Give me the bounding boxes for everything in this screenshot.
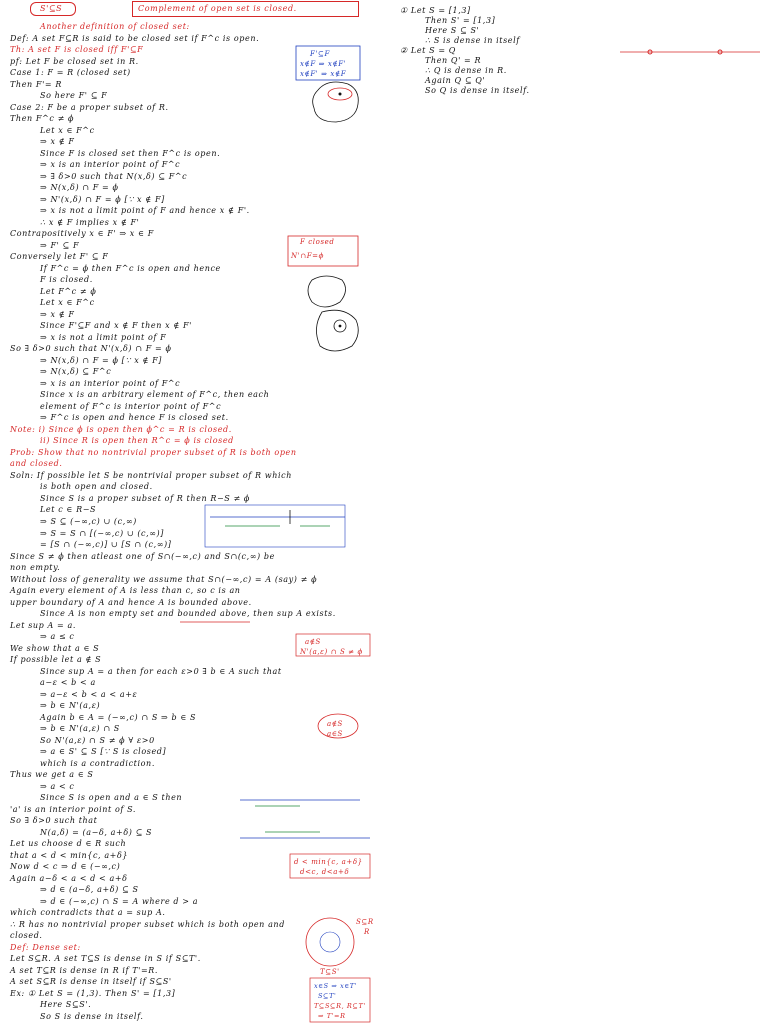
a-not-in-s-note-2: N'(a,ε) ∩ S ≠ ϕ xyxy=(300,648,363,656)
a-in-s-note-2: a∈S xyxy=(327,730,343,738)
note-line: Since S ≠ ϕ then atleast one of S∩(−∞,c) and S∩(c,∞) be xyxy=(10,552,275,561)
note-line: Let x ∈ F^c xyxy=(40,298,95,307)
note-line: ⇒ F^c is open and hence F is closed set. xyxy=(40,413,229,422)
note-line-right: ∴ Q is dense in R. xyxy=(425,66,507,75)
note-line: ⇒ x is an interior point of F^c xyxy=(40,379,181,388)
point-3 xyxy=(339,325,342,328)
note-line: ⇒ a ∈ S' ⊆ S [∵ S is closed] xyxy=(40,747,167,756)
note-line: Ex: ① Let S = (1,3). Then S' = [1,3] xyxy=(10,989,176,998)
note-line: ∴ R has no nontrivial proper subset which is both open and xyxy=(10,920,285,929)
note-line: Again every element of A is less than c, so c is an xyxy=(10,586,241,595)
note-line-right: ② Let S = Q xyxy=(400,46,456,55)
note-line: closed. xyxy=(10,931,43,940)
note-line: Then F'= R xyxy=(10,80,62,89)
note-line: element of F^c is interior point of F^c xyxy=(40,402,222,411)
note-line: Soln: If possible let S be nontrivial proper subset of R which xyxy=(10,471,292,480)
note-line: So S is dense in itself. xyxy=(40,1012,144,1021)
note-line: If possible let a ∉ S xyxy=(10,655,102,664)
note-line: Again a−δ < a < d < a+δ xyxy=(10,874,128,883)
note-line: A set S⊆R is dense in itself if S⊆S' xyxy=(10,977,172,986)
dense-circle-inner xyxy=(320,932,340,952)
note-line: If F^c = ϕ then F^c is open and hence xyxy=(40,264,221,273)
note-line: Without loss of generality we assume that S∩(−∞,c) = A (say) ≠ ϕ xyxy=(10,575,318,584)
note-line-right: Again Q ⊆ Q' xyxy=(425,76,486,85)
note-line: Def: A set F⊆R is said to be closed set if F^c is open. xyxy=(10,34,260,43)
side-box-1 xyxy=(296,46,360,80)
note-line: ⇒ N'(x,δ) ∩ F = ϕ [∵ x ∉ F] xyxy=(40,195,165,204)
note-line: 'a' is an interior point of S. xyxy=(10,805,137,814)
note-line: Case 2: F be a proper subset of R. xyxy=(10,103,169,112)
note-line: Now d < c ⇒ d ∈ (−∞,c) xyxy=(10,862,121,871)
note-line: ⇒ ∃ δ>0 such that N(x,δ) ⊆ F^c xyxy=(40,172,188,181)
tst-note: T⊆S' xyxy=(320,968,340,976)
note-line: ⇒ b ∈ N'(a,ε) ∩ S xyxy=(40,724,120,733)
note-line: Since sup A = a then for each ε>0 ∃ b ∈ A such that xyxy=(40,667,282,676)
note-line: ⇒ d ∈ (a−δ, a+δ) ⊆ S xyxy=(40,885,139,894)
note-line-right: So Q is dense in itself. xyxy=(425,86,530,95)
a-in-s-note-1: a∉S xyxy=(327,720,343,728)
note-line: We show that a ∈ S xyxy=(10,644,100,653)
note-line: a−ε < b < a xyxy=(40,678,96,687)
side-note-2: F closed xyxy=(300,238,335,246)
note-line: ⇒ N(x,δ) ⊆ F^c xyxy=(40,367,112,376)
note-line: ∴ x ∉ F implies x ∉ F' xyxy=(40,218,140,227)
note-line: Since x is an arbitrary element of F^c, then each xyxy=(40,390,270,399)
note-line: Since S is a proper subset of R then R−S ≠ ϕ xyxy=(40,494,250,503)
note-line: Case 1: F = R (closed set) xyxy=(10,68,131,77)
dense-note-2: R xyxy=(364,928,370,936)
note-line: Thus we get a ∈ S xyxy=(10,770,94,779)
note-line: Note: i) Since ϕ is open then ϕ^c = R is closed. xyxy=(10,425,232,434)
note-line-right: Here S ⊆ S' xyxy=(425,26,480,35)
dense-box xyxy=(310,978,370,1022)
page-title: Complement of open set is closed. xyxy=(138,4,297,13)
note-line: non empty. xyxy=(10,563,61,572)
side-box-2 xyxy=(288,236,358,266)
d-note-1: d < min{c, a+δ} xyxy=(294,858,363,866)
note-line: ⇒ x ∉ F xyxy=(40,310,75,319)
note-line: that a < d < min{c, a+δ} xyxy=(10,851,129,860)
note-line: ⇒ x is not a limit point of F xyxy=(40,333,167,342)
point-1 xyxy=(339,93,342,96)
a-not-in-s-note-1: a∉S xyxy=(305,638,321,646)
note-line: A set T⊆R is dense in R if T'=R. xyxy=(10,966,159,975)
d-note-2: d<c, d<a+δ xyxy=(300,868,350,876)
note-line: ⇒ x ∉ F xyxy=(40,137,75,146)
side-note-1a: F'⊆F xyxy=(310,50,330,58)
note-line-right: ∴ S is dense in itself xyxy=(425,36,520,45)
set-blob-2 xyxy=(308,276,346,307)
note-line-right: Then Q' = R xyxy=(425,56,482,65)
note-line: Again b ∈ A = (−∞,c) ∩ S ⇒ b ∈ S xyxy=(40,713,197,722)
note-line: ⇒ N(x,δ) ∩ F = ϕ xyxy=(40,183,119,192)
note-line: F is closed. xyxy=(40,275,93,284)
note-line: pf: Let F be closed set in R. xyxy=(10,57,139,66)
note-line: Conversely let F' ⊆ F xyxy=(10,252,109,261)
set-blob-1 xyxy=(313,82,359,122)
note-line: Let F^c ≠ ϕ xyxy=(40,287,97,296)
note-line: Let us choose d ∈ R such xyxy=(10,839,127,848)
side-note-1b: x∉F ⇒ x∉F' xyxy=(300,60,347,68)
note-line: Def: Dense set: xyxy=(10,943,81,952)
note-line: ii) Since R is open then R^c = ϕ is closed xyxy=(40,436,234,445)
note-line: ⇒ x is not a limit point of F and hence x ∉ F'. xyxy=(40,206,250,215)
note-line: ⇒ N(x,δ) ∩ F = ϕ [∵ x ∉ F] xyxy=(40,356,163,365)
note-line: Let sup A = a. xyxy=(10,621,77,630)
note-line: ⇒ d ∈ (−∞,c) ∩ S = A where d > a xyxy=(40,897,199,906)
note-line: So ∃ δ>0 such that N'(x,δ) ∩ F = ϕ xyxy=(10,344,172,353)
note-line: and closed. xyxy=(10,459,63,468)
d-note-box xyxy=(290,854,370,878)
note-line: Let c ∈ R−S xyxy=(40,505,97,514)
note-line: ⇒ S ⊆ (−∞,c) ∪ (c,∞) xyxy=(40,517,137,526)
note-line: Let S⊆R. A set T⊆S is dense in S if S⊆T'. xyxy=(10,954,201,963)
note-line-right: Then S' = [1,3] xyxy=(425,16,496,25)
dense-circle xyxy=(306,918,354,966)
note-line: ⇒ x is an interior point of F^c xyxy=(40,160,181,169)
note-line: Since A is non empty set and bounded above, then sup A exists. xyxy=(40,609,336,618)
note-line: = [S ∩ (−∞,c)] ∪ [S ∩ (c,∞)] xyxy=(40,540,172,549)
note-line: Prob: Show that no nontrivial proper subset of R is both open xyxy=(10,448,297,457)
note-line: So N'(a,ε) ∩ S ≠ ϕ ∀ ε>0 xyxy=(40,736,155,745)
note-line: Let x ∈ F^c xyxy=(40,126,95,135)
note-line: which contradicts that a = sup A. xyxy=(10,908,166,917)
a-in-s-ellipse xyxy=(318,714,358,738)
note-line: Another definition of closed set: xyxy=(40,22,190,31)
dense-box-4: ⇒ T'=R xyxy=(318,1012,346,1020)
note-line: ⇒ F' ⊆ F xyxy=(40,241,80,250)
dense-box-3: T⊆S⊆R, R⊆T' xyxy=(314,1002,366,1010)
note-line: Since F'⊆F and x ∉ F then x ∉ F' xyxy=(40,321,192,330)
note-line: Contrapositively x ∈ F' ⇒ x ∈ F xyxy=(10,229,154,238)
note-line: Here S⊆S'. xyxy=(40,1000,92,1009)
side-note-2b: N'∩F=ϕ xyxy=(291,252,325,260)
note-line-right: ① Let S = [1,3] xyxy=(400,6,471,15)
note-line: upper boundary of A and hence A is bounded above. xyxy=(10,598,252,607)
side-note-1c: x∉F' ⇒ x∉F xyxy=(300,70,347,78)
note-line: ⇒ S = S ∩ [(−∞,c) ∪ (c,∞)] xyxy=(40,529,164,538)
note-line: ⇒ a ≤ c xyxy=(40,632,75,641)
note-line: ⇒ b ∈ N'(a,ε) xyxy=(40,701,101,710)
note-line: N(a,δ) = (a−δ, a+δ) ⊆ S xyxy=(40,828,153,837)
dense-box-2: S⊆T' xyxy=(318,992,337,1000)
note-line: Since F is closed set then F^c is open. xyxy=(40,149,221,158)
title-tag: S'⊆S xyxy=(40,4,63,13)
dense-box-1: x∈S ⇒ x∈T' xyxy=(314,982,358,990)
dense-note-1: S⊆R xyxy=(356,918,374,926)
note-line: Th: A set F is closed iff F'⊆F xyxy=(10,45,144,54)
note-line: So ∃ δ>0 such that xyxy=(10,816,98,825)
set-blob-3 xyxy=(316,310,358,351)
note-line: ⇒ a < c xyxy=(40,782,75,791)
a-notin-box xyxy=(296,634,370,656)
note-line: which is a contradiction. xyxy=(40,759,155,768)
note-line: Then F^c ≠ ϕ xyxy=(10,114,75,123)
note-line: Since S is open and a ∈ S then xyxy=(40,793,183,802)
note-line: is both open and closed. xyxy=(40,482,153,491)
note-line: So here F' ⊆ F xyxy=(40,91,108,100)
note-line: ⇒ a−ε < b < a < a+ε xyxy=(40,690,138,699)
